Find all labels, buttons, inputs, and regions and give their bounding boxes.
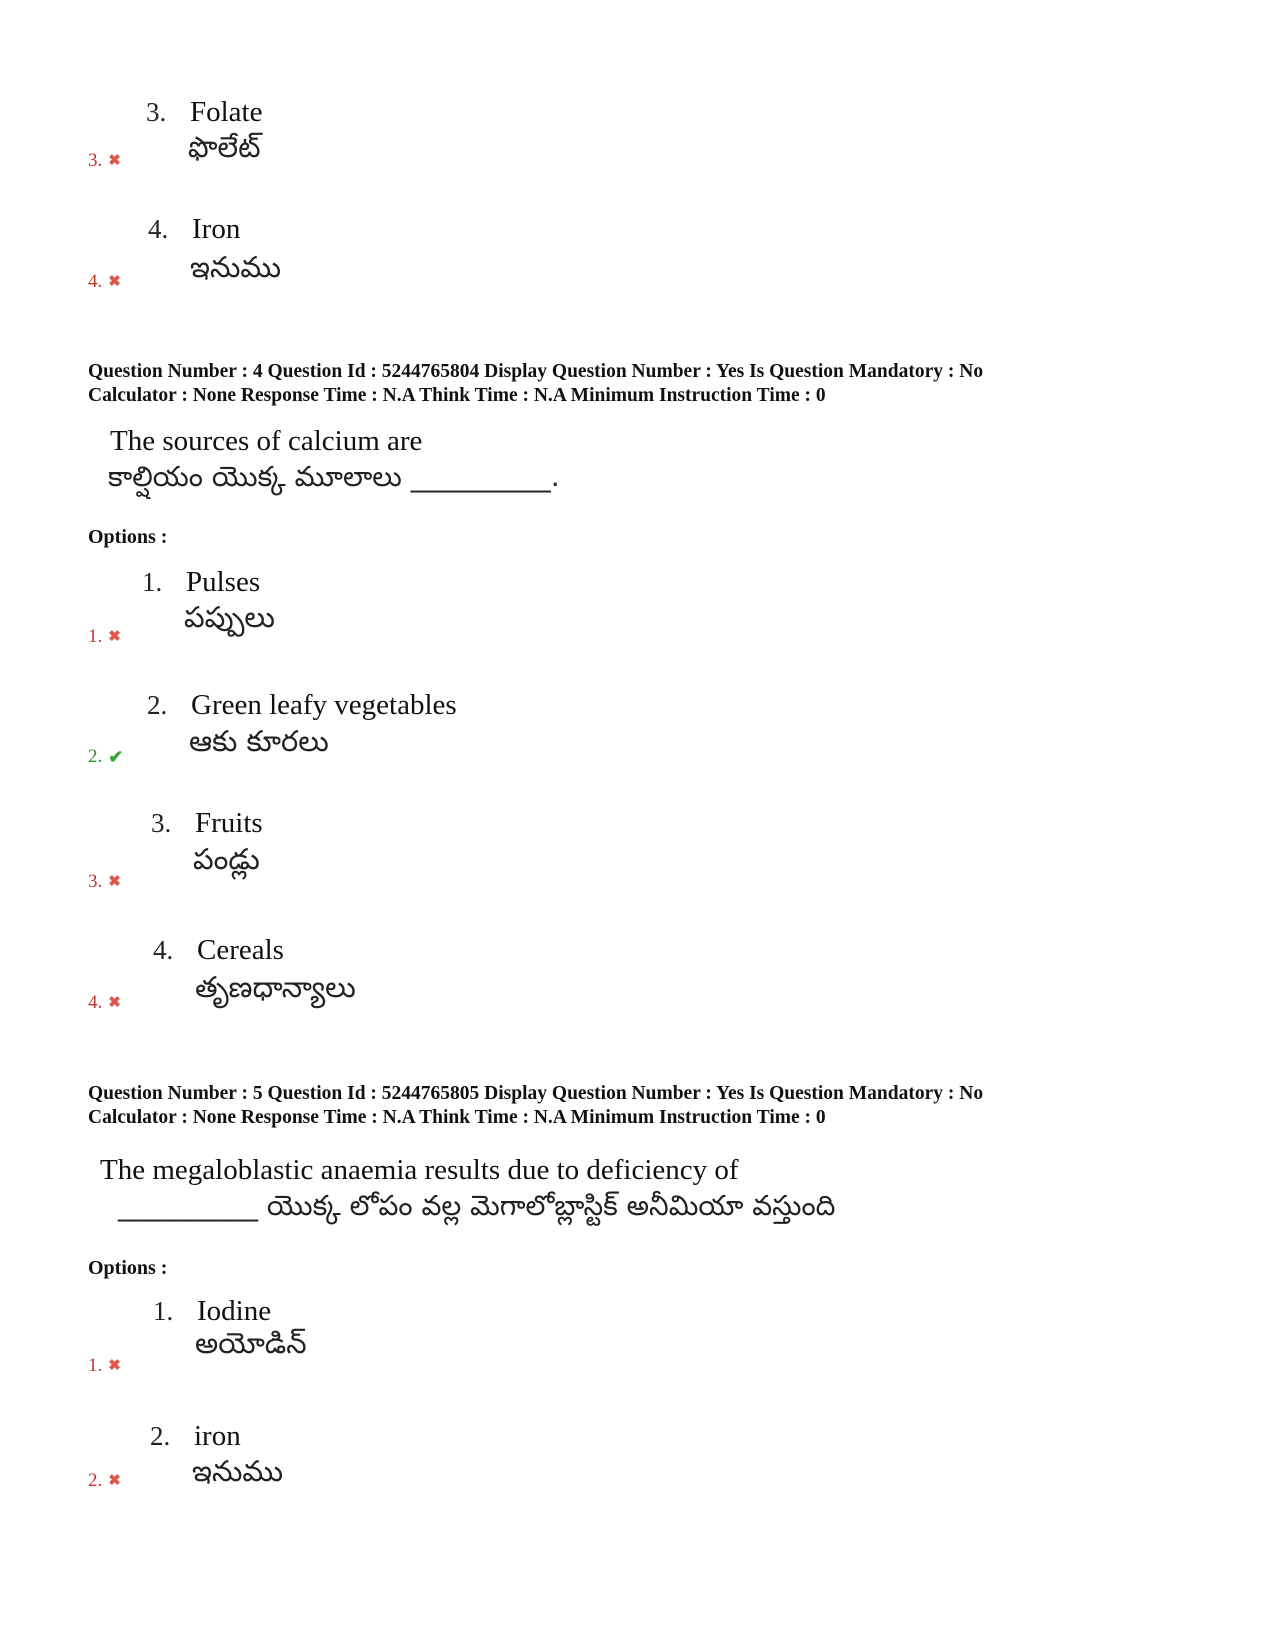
option-marker: 1. ✖ xyxy=(88,626,121,647)
question-meta-line1: Question Number : 4 Question Id : 5244765804 Display Question Number : Yes Is Question Mandatory : No xyxy=(88,361,984,382)
cross-icon: ✖ xyxy=(108,628,121,645)
option-text-te: పండ్లు xyxy=(193,842,260,876)
option-text-te: ఫొలేట్ xyxy=(188,130,261,164)
question-meta-line2: Calculator : None Response Time : N.A Think Time : N.A Minimum Instruction Time : 0 xyxy=(88,1107,826,1128)
option-text-te: అయోడిన్ xyxy=(195,1326,307,1360)
option-number: 1. xyxy=(142,567,163,597)
option-number: 1. xyxy=(153,1296,174,1326)
cross-icon: ✖ xyxy=(108,873,121,890)
cross-icon: ✖ xyxy=(108,1357,121,1374)
cross-icon: ✖ xyxy=(108,994,121,1011)
option-marker: 4. ✖ xyxy=(88,992,121,1013)
options-label: Options : xyxy=(88,1257,168,1279)
option-number: 3. xyxy=(151,808,172,838)
option-text-en: iron xyxy=(194,1420,241,1452)
option-1 xyxy=(142,566,260,599)
option-number: 4. xyxy=(148,214,169,244)
option-text-te: తృణధాన్యాలు xyxy=(195,970,356,1004)
option-marker: 3. ✖ xyxy=(88,150,121,171)
cross-icon: ✖ xyxy=(108,1472,121,1489)
option-text-te: ఇనుము xyxy=(190,250,282,284)
option-text-en: Cereals xyxy=(197,934,284,966)
options-label: Options : xyxy=(88,526,168,548)
option-text-en: Fruits xyxy=(195,807,263,839)
question-meta-line2: Calculator : None Response Time : N.A Think Time : N.A Minimum Instruction Time : 0 xyxy=(88,385,826,406)
option-text-en: Iodine xyxy=(197,1295,272,1327)
option-text-te: ఆకు కూరలు xyxy=(189,724,329,758)
option-2 xyxy=(147,689,457,722)
option-marker: 2. ✔ xyxy=(88,746,124,767)
question-text-te: కాల్షియం యొక్క మూలాలు __________. xyxy=(108,460,560,493)
option-marker: 2. ✖ xyxy=(88,1470,121,1491)
option-number: 2. xyxy=(147,690,168,720)
option-text-en: Iron xyxy=(192,213,241,245)
question-meta-line1: Question Number : 5 Question Id : 5244765805 Display Question Number : Yes Is Question Mandatory : No xyxy=(88,1083,984,1104)
option-1 xyxy=(153,1295,271,1328)
option-number: 3. xyxy=(146,97,167,127)
check-icon: ✔ xyxy=(108,747,124,767)
option-marker: 3. ✖ xyxy=(88,871,121,892)
cross-icon: ✖ xyxy=(108,152,121,169)
option-2 xyxy=(150,1420,241,1453)
question-text-te: __________ యొక్క లోపం వల్ల మెగాలోబ్లాస్టిక్ అనీమియా వస్తుంది xyxy=(118,1189,836,1222)
question-text-en: The megaloblastic anaemia results due to deficiency of xyxy=(100,1154,739,1186)
option-marker: 4. ✖ xyxy=(88,271,121,292)
option-text-en: Folate xyxy=(190,96,263,128)
option-text-te: పప్పులు xyxy=(184,600,275,634)
option-4 xyxy=(153,934,284,967)
option-text-te: ఇనుము xyxy=(192,1454,284,1488)
question-text-en: The sources of calcium are xyxy=(110,425,423,457)
cross-icon: ✖ xyxy=(108,273,121,290)
option-text-en: Green leafy vegetables xyxy=(191,689,457,721)
option-number: 2. xyxy=(150,1421,171,1451)
option-marker: 1. ✖ xyxy=(88,1355,121,1376)
option-number: 4. xyxy=(153,935,174,965)
option-text-en: Pulses xyxy=(186,566,261,598)
option-3 xyxy=(151,807,263,840)
